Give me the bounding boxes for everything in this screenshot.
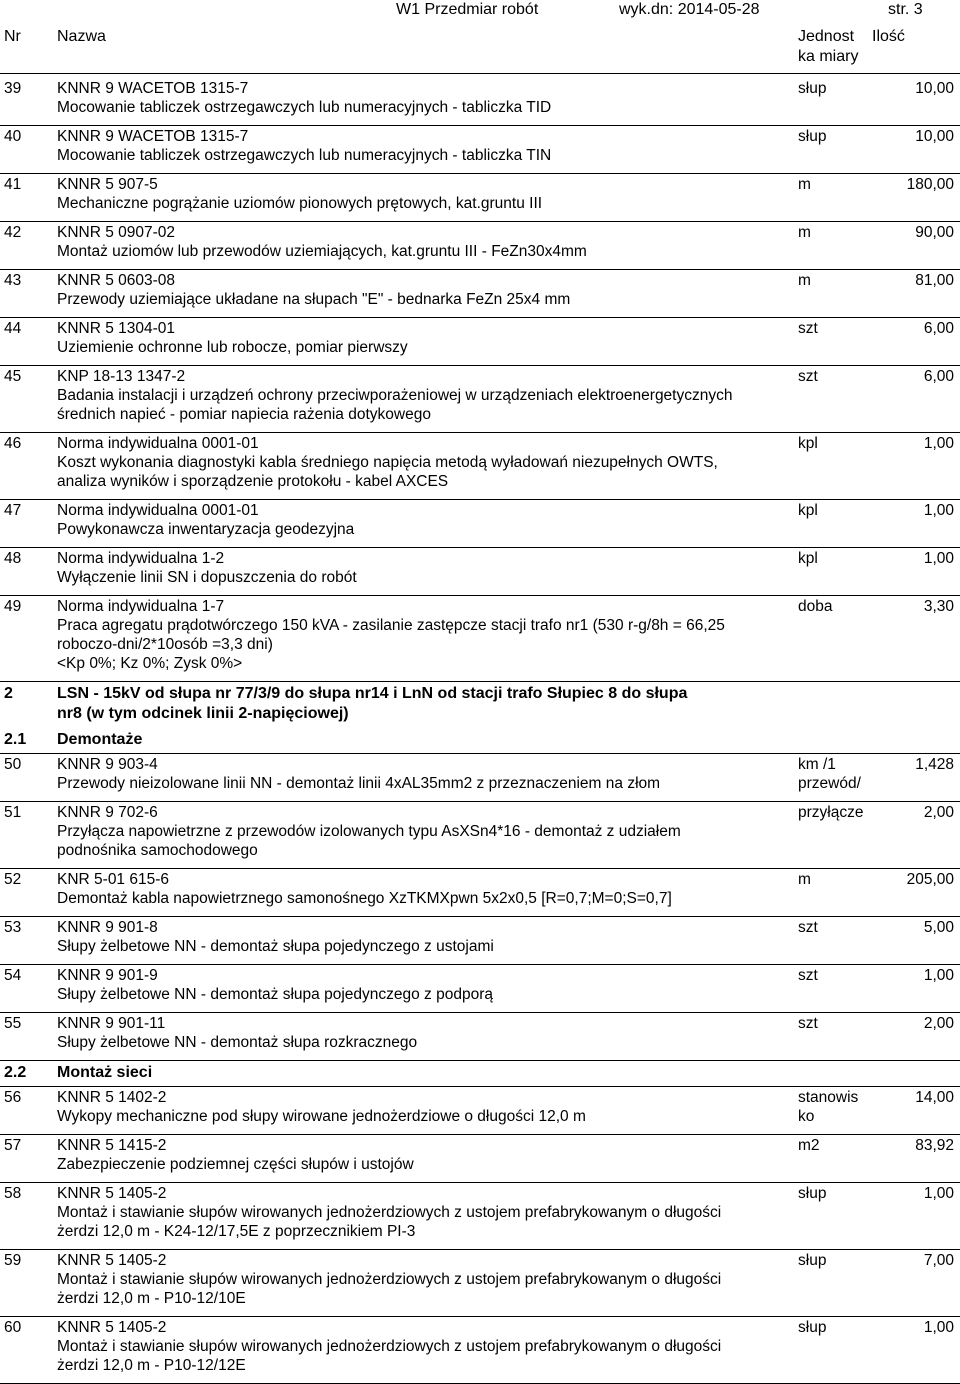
- page-header: [0, 0, 960, 22]
- item-unit: [798, 501, 872, 520]
- item-body: [57, 1088, 792, 1126]
- column-name-header: Nazwa: [57, 28, 106, 45]
- item-description: średnich napieć - pomiar napiecia rażenia dotykowego: [57, 406, 431, 423]
- item-unit: [798, 803, 872, 822]
- item-body: [57, 127, 792, 165]
- item-unit-text: słup: [798, 1185, 827, 1202]
- table-row: [0, 174, 960, 222]
- item-code: KNNR 5 1402-2: [57, 1089, 167, 1106]
- item-description: Montaż i stawianie słupów wirowanych jednożerdziowych z ustojem prefabrykowanym o długości: [57, 1271, 722, 1288]
- table-row: [0, 596, 960, 682]
- document-title: W1 Przedmiar robót: [396, 1, 539, 18]
- item-unit-text: m: [798, 871, 811, 888]
- item-description: Zabezpieczenie podziemnej części słupów i ustojów: [57, 1156, 414, 1173]
- item-number: 45: [4, 368, 22, 385]
- item-quantity: 3,30: [923, 598, 954, 615]
- item-quantity: 6,00: [923, 368, 954, 385]
- item-group-a: [0, 78, 960, 682]
- table-row: [0, 965, 960, 1013]
- column-qty-header: Ilość: [872, 28, 905, 45]
- item-description: Wyłączenie linii SN i dopuszczenia do robót: [57, 569, 357, 586]
- item-unit-text: m2: [798, 1137, 820, 1154]
- item-description: Badania instalacji i urządzeń ochrony przeciwporażeniowej w urządzeniach elektroenergetycznych: [57, 387, 733, 404]
- item-number: 50: [4, 756, 22, 773]
- item-body: [57, 434, 792, 491]
- section-number: 2.2: [4, 1064, 27, 1081]
- item-unit-text: kpl: [798, 550, 818, 567]
- item-number: 56: [4, 1089, 22, 1106]
- item-unit-text: szt: [798, 919, 818, 936]
- item-number: 51: [4, 804, 22, 821]
- item-body: [57, 597, 792, 673]
- item-description: Montaż uziomów lub przewodów uziemiających, kat.gruntu III - FeZn30x4mm: [57, 243, 587, 260]
- table-row: [0, 126, 960, 174]
- section-2-2-heading: [0, 1061, 960, 1087]
- item-quantity: 1,00: [923, 967, 954, 984]
- item-code: Norma indywidualna 0001-01: [57, 502, 259, 519]
- item-unit-text: szt: [798, 320, 818, 337]
- item-quantity: 2,00: [923, 1015, 954, 1032]
- item-body: [57, 271, 792, 309]
- item-number: 43: [4, 272, 22, 289]
- item-body: [57, 755, 792, 793]
- item-number: 58: [4, 1185, 22, 1202]
- item-description: Mocowanie tabliczek ostrzegawczych lub numeracyjnych - tabliczka TID: [57, 99, 552, 116]
- item-code: KNNR 9 702-6: [57, 804, 158, 821]
- item-number: 46: [4, 435, 22, 452]
- item-code: KNNR 9 WACETOB 1315-7: [57, 128, 249, 145]
- item-description: Praca agregatu prądotwórczego 150 kVA - zasilanie zastępcze stacji trafo nr1 (530 r-g/8h = 66,25: [57, 617, 725, 634]
- item-quantity: 180,00: [906, 176, 954, 193]
- section-number: 2: [4, 685, 13, 702]
- item-description: Przewody nieizolowane linii NN - demontaż linii 4xAL35mm2 z przeznaczeniem na złom: [57, 775, 661, 792]
- item-body: [57, 175, 792, 213]
- item-description: Wykopy mechaniczne pod słupy wirowane jednożerdziowe o długości 12,0 m: [57, 1108, 586, 1125]
- item-unit-text: słup: [798, 1319, 827, 1336]
- item-quantity: 1,00: [923, 550, 954, 567]
- item-unit: [798, 1136, 872, 1155]
- item-number: 53: [4, 919, 22, 936]
- item-body: [57, 966, 792, 1004]
- item-unit: [798, 79, 872, 98]
- item-unit: [798, 223, 872, 242]
- item-body: [57, 918, 792, 956]
- item-quantity: 7,00: [923, 1252, 954, 1269]
- item-code: KNNR 9 903-4: [57, 756, 158, 773]
- item-unit: [798, 367, 872, 386]
- item-unit: [798, 271, 872, 290]
- item-unit-text: słup: [798, 80, 827, 97]
- item-unit-text: słup: [798, 1252, 827, 1269]
- column-unit-header-line1: Jednost: [798, 28, 855, 45]
- item-quantity: 1,428: [915, 756, 954, 773]
- table-row: [0, 1250, 960, 1317]
- column-unit-header-line2: ka miary: [798, 48, 859, 65]
- item-code: KNP 18-13 1347-2: [57, 368, 186, 385]
- table-row: [0, 366, 960, 433]
- item-unit: [798, 755, 872, 793]
- item-code: KNNR 5 0603-08: [57, 272, 176, 289]
- table-row: [0, 1087, 960, 1135]
- item-unit-text: przyłącze: [798, 804, 864, 821]
- item-quantity: 10,00: [915, 128, 954, 145]
- item-unit: [798, 1251, 872, 1270]
- item-description: Słupy żelbetowe NN - demontaż słupa pojedynczego z ustojami: [57, 938, 494, 955]
- item-description: analiza wyników i sporządzenie protokołu - kabel AXCES: [57, 473, 449, 490]
- item-description: Słupy żelbetowe NN - demontaż słupa rozkracznego: [57, 1034, 418, 1051]
- item-body: [57, 223, 792, 261]
- item-description: Uziemienie ochronne lub robocze, pomiar pierwszy: [57, 339, 408, 356]
- item-description: podnośnika samochodowego: [57, 842, 258, 859]
- item-description: Montaż i stawianie słupów wirowanych jednożerdziowych z ustojem prefabrykowanym o długości: [57, 1204, 722, 1221]
- table-row: [0, 802, 960, 869]
- table-row: [0, 548, 960, 596]
- table-row: [0, 917, 960, 965]
- section-title-line2: nr8 (w tym odcinek linii 2-napięciowej): [57, 705, 349, 722]
- item-unit: [798, 870, 872, 889]
- item-code: KNNR 9 901-11: [57, 1015, 166, 1032]
- item-body: [57, 367, 792, 424]
- item-number: 48: [4, 550, 22, 567]
- item-list: [0, 78, 960, 1384]
- item-unit-text: doba: [798, 598, 833, 615]
- item-code: KNR 5-01 615-6: [57, 871, 170, 888]
- item-code: KNNR 5 1405-2: [57, 1252, 167, 1269]
- table-row: [0, 318, 960, 366]
- item-code: KNNR 9 901-8: [57, 919, 158, 936]
- item-description: Demontaż kabla napowietrznego samonośnego XzTKMXpwn 5x2x0,5 [R=0,7;M=0;S=0,7]: [57, 890, 672, 907]
- column-unit-header: [798, 27, 872, 67]
- item-body: [57, 549, 792, 587]
- item-quantity: 6,00: [923, 320, 954, 337]
- item-body: [57, 501, 792, 539]
- table-row: [0, 270, 960, 318]
- column-header: [0, 27, 960, 74]
- item-unit-text: szt: [798, 1015, 818, 1032]
- section-title-line1: LSN - 15kV od słupa nr 77/3/9 do słupa nr14 i LnN od stacji trafo Słupiec 8 do słupa: [57, 685, 688, 702]
- item-description: Przyłącza napowietrzne z przewodów izolowanych typu AsXSn4*16 - demontaż z udziałem: [57, 823, 681, 840]
- section-2-1-heading: [0, 728, 960, 754]
- item-code: KNNR 5 1405-2: [57, 1185, 167, 1202]
- column-nr-header: Nr: [4, 28, 21, 45]
- item-unit-text: szt: [798, 368, 818, 385]
- item-number: 59: [4, 1252, 22, 1269]
- item-body: [57, 1251, 792, 1308]
- item-unit: [798, 319, 872, 338]
- item-quantity: 1,00: [923, 1319, 954, 1336]
- item-number: 44: [4, 320, 22, 337]
- table-row: [0, 869, 960, 917]
- item-code: Norma indywidualna 1-2: [57, 550, 225, 567]
- item-unit-text: ko: [798, 1108, 815, 1125]
- item-description: <Kp 0%; Kz 0%; Zysk 0%>: [57, 655, 243, 672]
- item-description: żerdzi 12,0 m - P10-12/10E: [57, 1290, 246, 1307]
- item-number: 47: [4, 502, 22, 519]
- table-row: [0, 500, 960, 548]
- item-body: [57, 1184, 792, 1241]
- section-title: Montaż sieci: [57, 1064, 153, 1081]
- table-row: [0, 754, 960, 802]
- item-description: Montaż i stawianie słupów wirowanych jednożerdziowych z ustojem prefabrykowanym o długości: [57, 1338, 722, 1355]
- item-description: roboczo-dni/2*10osób =3,3 dni): [57, 636, 273, 653]
- item-code: Norma indywidualna 0001-01: [57, 435, 259, 452]
- item-unit-text: przewód/: [798, 775, 861, 792]
- item-description: Słupy żelbetowe NN - demontaż słupa pojedynczego z podporą: [57, 986, 493, 1003]
- item-number: 49: [4, 598, 22, 615]
- item-unit: [798, 597, 872, 616]
- item-body: [57, 1136, 792, 1174]
- item-unit-text: słup: [798, 128, 827, 145]
- item-unit-text: kpl: [798, 502, 818, 519]
- item-unit: [798, 1318, 872, 1337]
- table-row: [0, 1135, 960, 1183]
- item-unit: [798, 549, 872, 568]
- item-unit-text: kpl: [798, 435, 818, 452]
- item-code: KNNR 9 901-9: [57, 967, 158, 984]
- item-body: [57, 1318, 792, 1375]
- item-code: KNNR 5 0907-02: [57, 224, 176, 241]
- item-unit: [798, 175, 872, 194]
- item-unit: [798, 966, 872, 985]
- item-description: Koszt wykonania diagnostyki kabla średniego napięcia metodą wyładowań niezupełnych OWTS,: [57, 454, 718, 471]
- table-row: [0, 78, 960, 126]
- item-unit: [798, 127, 872, 146]
- item-body: [57, 1014, 792, 1052]
- item-number: 52: [4, 871, 22, 888]
- table-row: [0, 1317, 960, 1384]
- section-2-heading: [0, 682, 960, 728]
- item-unit-text: m: [798, 272, 811, 289]
- table-row: [0, 433, 960, 500]
- item-unit: [798, 1184, 872, 1203]
- document-date: wyk.dn: 2014-05-28: [619, 1, 760, 18]
- item-unit: [798, 1014, 872, 1033]
- page-number: str. 3: [888, 1, 923, 18]
- item-unit: [798, 434, 872, 453]
- item-body: [57, 803, 792, 860]
- item-description: Mechaniczne pogrążanie uziomów pionowych prętowych, kat.gruntu III: [57, 195, 543, 212]
- item-code: KNNR 5 1405-2: [57, 1319, 167, 1336]
- item-number: 55: [4, 1015, 22, 1032]
- item-description: Mocowanie tabliczek ostrzegawczych lub numeracyjnych - tabliczka TIN: [57, 147, 552, 164]
- item-quantity: 1,00: [923, 502, 954, 519]
- item-quantity: 1,00: [923, 435, 954, 452]
- item-number: 40: [4, 128, 22, 145]
- item-code: KNNR 5 1304-01: [57, 320, 176, 337]
- item-number: 41: [4, 176, 22, 193]
- item-number: 60: [4, 1319, 22, 1336]
- item-code: Norma indywidualna 1-7: [57, 598, 225, 615]
- section-title: Demontaże: [57, 731, 143, 748]
- item-unit-text: m: [798, 176, 811, 193]
- item-code: KNNR 9 WACETOB 1315-7: [57, 80, 249, 97]
- item-description: żerdzi 12,0 m - K24-12/17,5E z poprzecznikiem PI-3: [57, 1223, 416, 1240]
- item-body: [57, 79, 792, 117]
- item-unit-text: km /1: [798, 756, 836, 773]
- item-description: Przewody uziemiające układane na słupach "E" - bednarka FeZn 25x4 mm: [57, 291, 571, 308]
- item-quantity: 10,00: [915, 80, 954, 97]
- item-unit-text: szt: [798, 967, 818, 984]
- item-body: [57, 319, 792, 357]
- item-unit: [798, 918, 872, 937]
- item-quantity: 2,00: [923, 804, 954, 821]
- item-quantity: 5,00: [923, 919, 954, 936]
- item-unit: [798, 1088, 872, 1126]
- item-quantity: 14,00: [915, 1089, 954, 1106]
- item-unit-text: m: [798, 224, 811, 241]
- item-quantity: 90,00: [915, 224, 954, 241]
- item-number: 57: [4, 1137, 22, 1154]
- item-code: KNNR 5 1415-2: [57, 1137, 167, 1154]
- item-quantity: 81,00: [915, 272, 954, 289]
- item-unit-text: stanowis: [798, 1089, 859, 1106]
- item-description: Powykonawcza inwentaryzacja geodezyjna: [57, 521, 355, 538]
- item-body: [57, 870, 792, 908]
- table-row: [0, 1183, 960, 1250]
- table-row: [0, 1013, 960, 1061]
- section-number: 2.1: [4, 731, 27, 748]
- item-number: 54: [4, 967, 22, 984]
- item-quantity: 83,92: [915, 1137, 954, 1154]
- item-quantity: 205,00: [906, 871, 954, 888]
- item-description: żerdzi 12,0 m - P10-12/12E: [57, 1357, 246, 1374]
- item-group-c: [0, 1087, 960, 1384]
- item-code: KNNR 5 907-5: [57, 176, 158, 193]
- item-number: 42: [4, 224, 22, 241]
- table-row: [0, 222, 960, 270]
- item-group-b: [0, 754, 960, 1061]
- item-quantity: 1,00: [923, 1185, 954, 1202]
- item-number: 39: [4, 80, 22, 97]
